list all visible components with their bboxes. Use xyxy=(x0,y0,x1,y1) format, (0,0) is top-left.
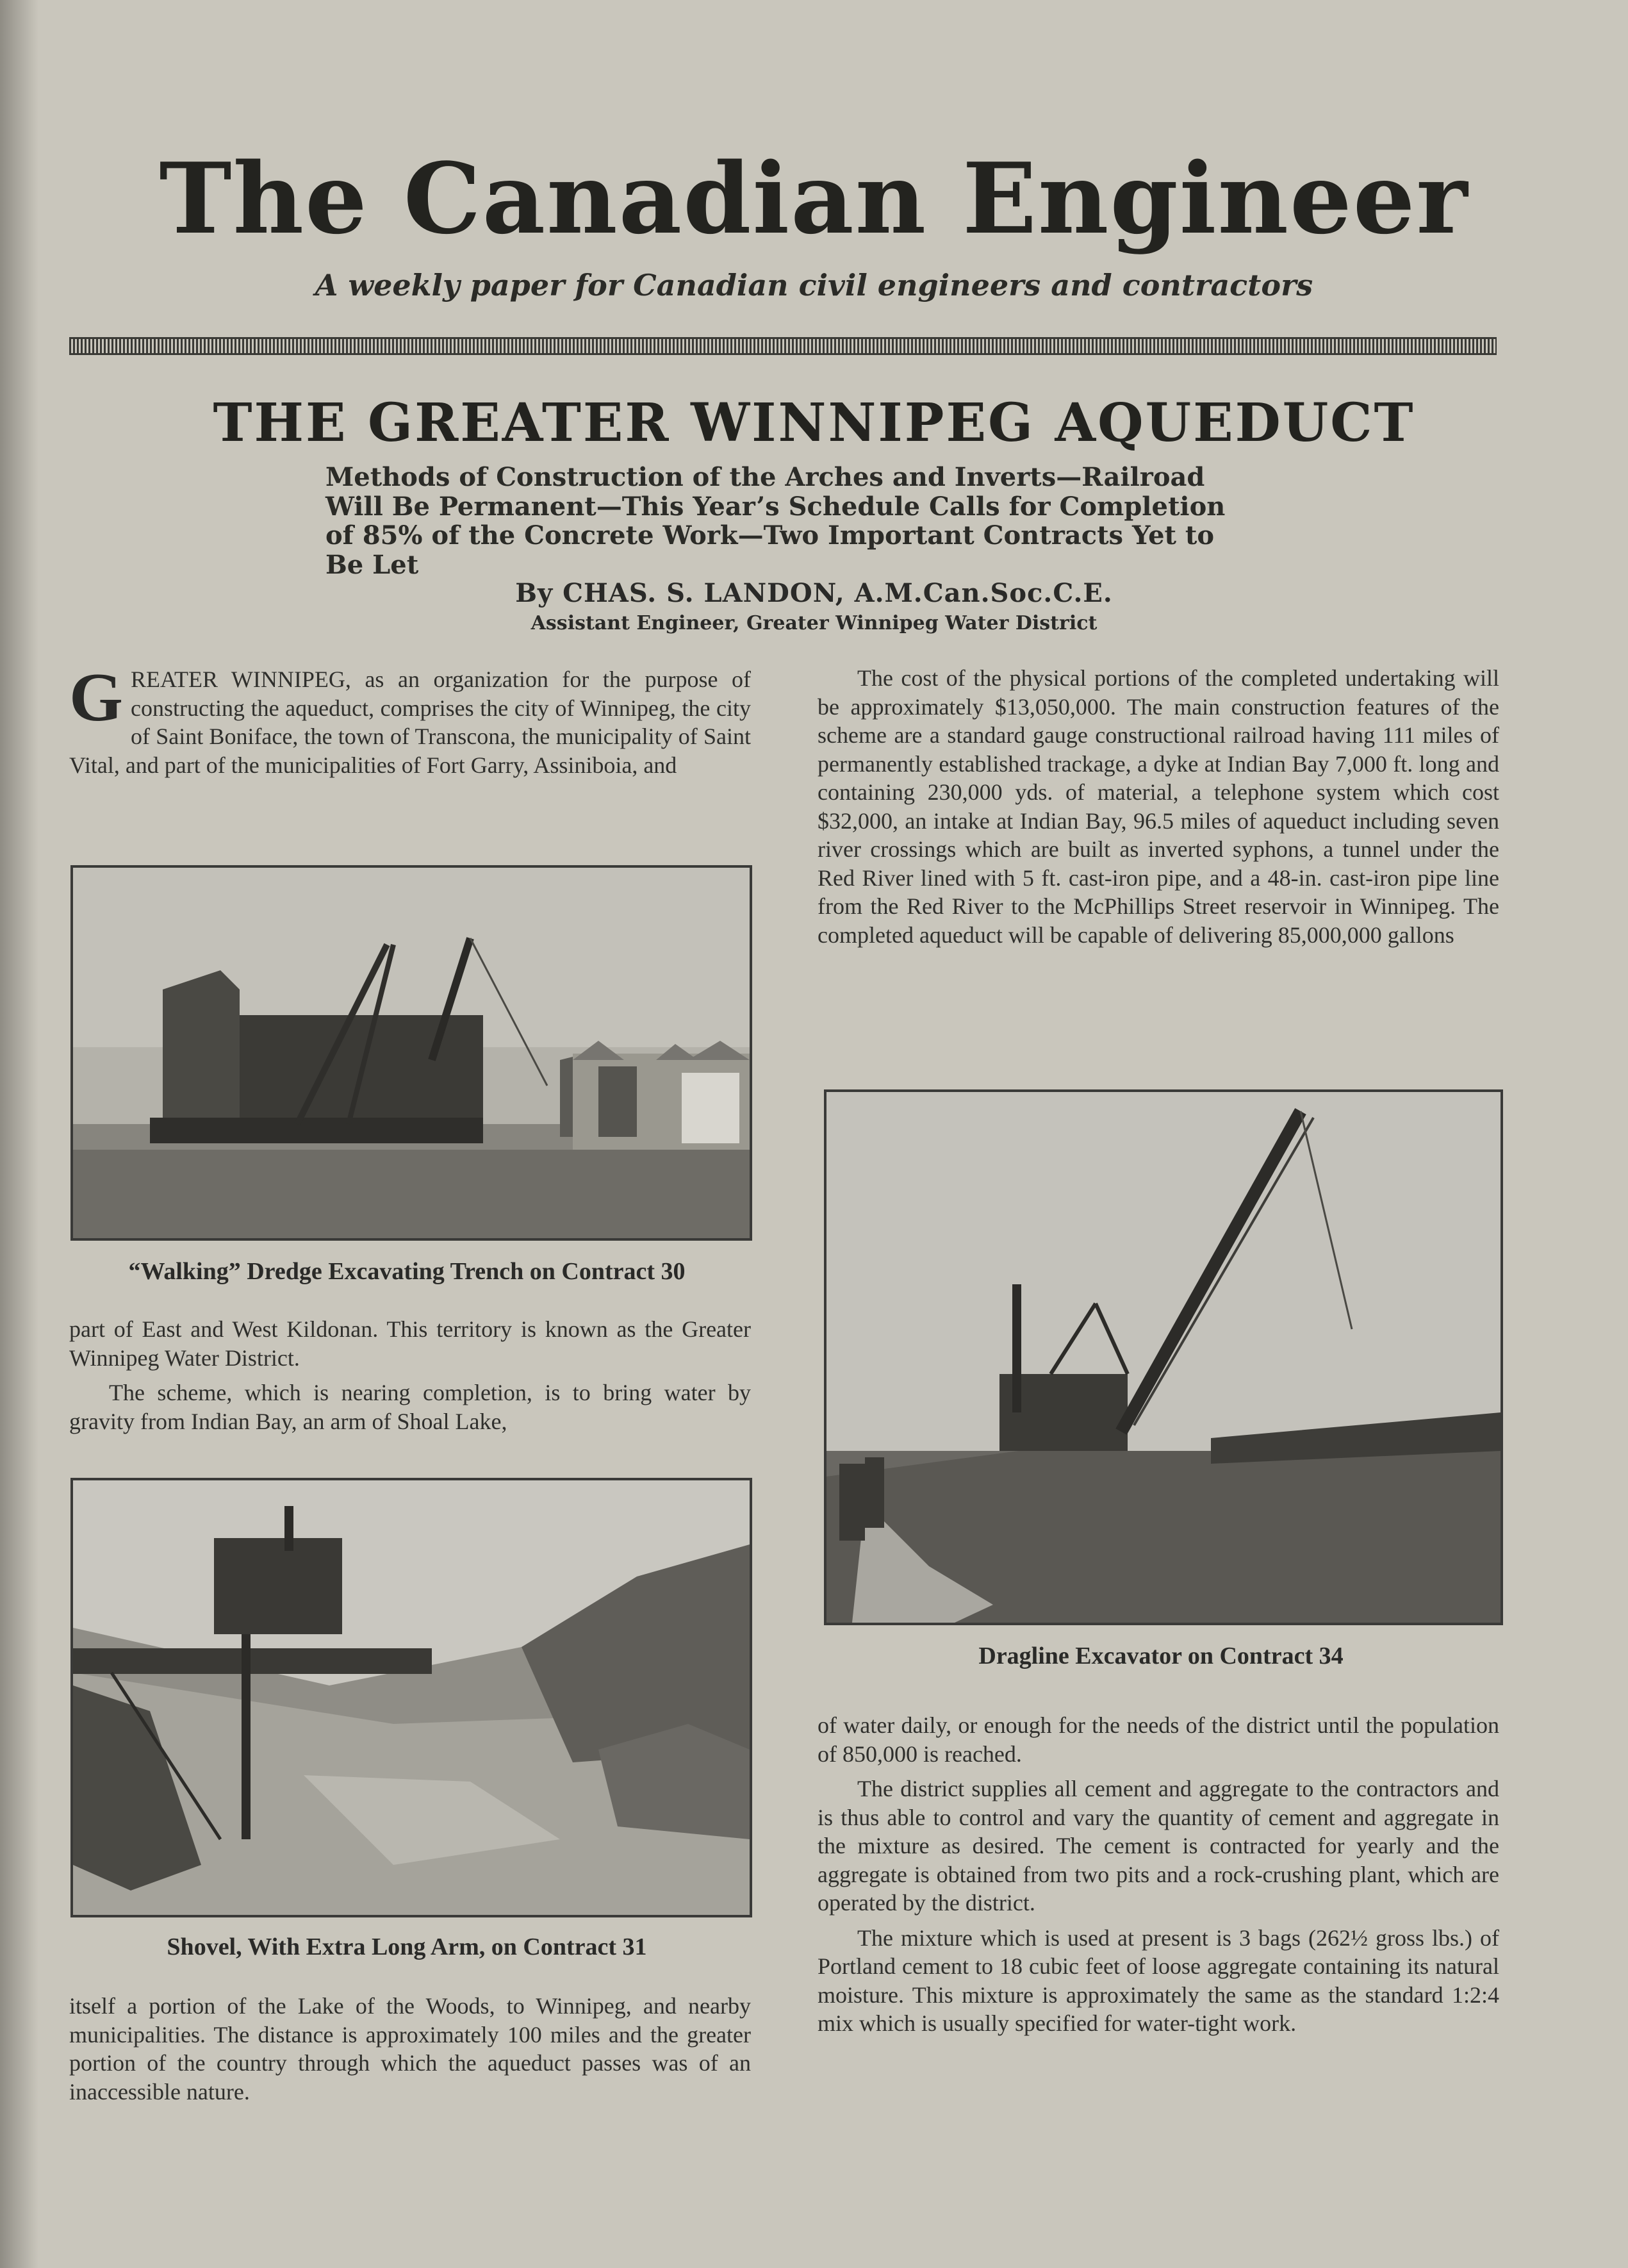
right-column-top xyxy=(818,664,1499,949)
masthead-subtitle: A weekly paper for Canadian civil engineers and contractors xyxy=(315,268,1313,302)
right-paragraph-1: The cost of the physical portions of the completed undertaking will be approximately $13,050,000. The main construction features of the scheme are a standard gauge constructional railroad having 111 miles of permanently established trackage, a dyke at Indian Bay 7,000 ft. long and containing 230,000 yds. of material, a telephone system which cost $32,000, an intake at Indian Bay, 96.5 miles of aqueduct including seven river crossings which are built as inverted syphons, a tunnel under the Red River lined with 5 ft. cast-iron pipe, and a 48-in. cast-iron pipe line from the Red River to the McPhillips Street reservoir in Winnipeg. The completed aqueduct will be capable of delivering 85,000,000 gallons xyxy=(818,665,1499,948)
left-paragraph-4: itself a portion of the Lake of the Woods, to Winnipeg, and nearby municipalities. The distance is approximately 100 miles and the greater portion of the country through which the aqueduct passes was of an inaccessible nature. xyxy=(69,1993,751,2105)
article-deck: Methods of Construction of the Arches and Inverts—Railroad Will Be Permanent—This Year’s Schedule Calls for Completion of 85% of the Concrete Work—Two Important Contracts Yet to Be Let xyxy=(325,462,1226,580)
article-byline: By CHAS. S. LANDON, A.M.Can.Soc.C.E. xyxy=(515,578,1113,608)
masthead-title: The Canadian Engineer xyxy=(159,141,1469,256)
photo-shovel-long-arm xyxy=(70,1478,752,1917)
left-column-middle xyxy=(69,1315,751,1436)
left-paragraph-2: part of East and West Kildonan. This territory is known as the Greater Winnipeg Water District. xyxy=(69,1316,751,1371)
left-paragraph-1: REATER WINNIPEG, as an organization for the purpose of constructing the aqueduct, comprises the city of Winnipeg, the city of Saint Boniface, the town of Transcona, the municipality of Saint Vital, and part of the municipalities of Fort Garry, Assiniboia, and xyxy=(69,666,751,778)
article-headline: THE GREATER WINNIPEG AQUEDUCT xyxy=(213,392,1415,454)
left-column-bottom xyxy=(69,1992,751,2106)
caption-dragline-excavator: Dragline Excavator on Contract 34 xyxy=(978,1643,1344,1669)
photo-walking-dredge xyxy=(70,865,752,1241)
caption-walking-dredge: “Walking” Dredge Excavating Trench on Contract 30 xyxy=(128,1258,686,1285)
photo-dragline-excavator xyxy=(824,1089,1503,1625)
right-column-bottom xyxy=(818,1711,1499,2038)
drop-cap: G xyxy=(69,659,124,736)
article-affiliation: Assistant Engineer, Greater Winnipeg Water District xyxy=(530,612,1098,634)
left-paragraph-3: The scheme, which is nearing completion, is to bring water by gravity from Indian Bay, an arm of Shoal Lake, xyxy=(69,1380,751,1434)
masthead-rule xyxy=(69,337,1497,355)
right-paragraph-2: of water daily, or enough for the needs of the district until the population of 850,000 is reached. xyxy=(818,1712,1499,1767)
caption-shovel-long-arm: Shovel, With Extra Long Arm, on Contract 31 xyxy=(167,1933,647,1960)
page-binding-shadow xyxy=(0,0,38,2268)
right-paragraph-4: The mixture which is used at present is 3 bags (262½ gross lbs.) of Portland cement to 18 cubic feet of loose aggregate containing its natural moisture. This mixture is approximately the same as the standard 1:2:4 mix which is usually specified for water-tight work. xyxy=(818,1924,1499,2036)
left-column-intro xyxy=(69,659,751,779)
right-paragraph-3: The district supplies all cement and aggregate to the contractors and is thus able to control and vary the quantity of cement and aggregate in the mixture as desired. The cement is contracted for yearly and the aggregate is obtained from two pits and a rock-crushing plant, which are operated by the district. xyxy=(818,1776,1499,1916)
